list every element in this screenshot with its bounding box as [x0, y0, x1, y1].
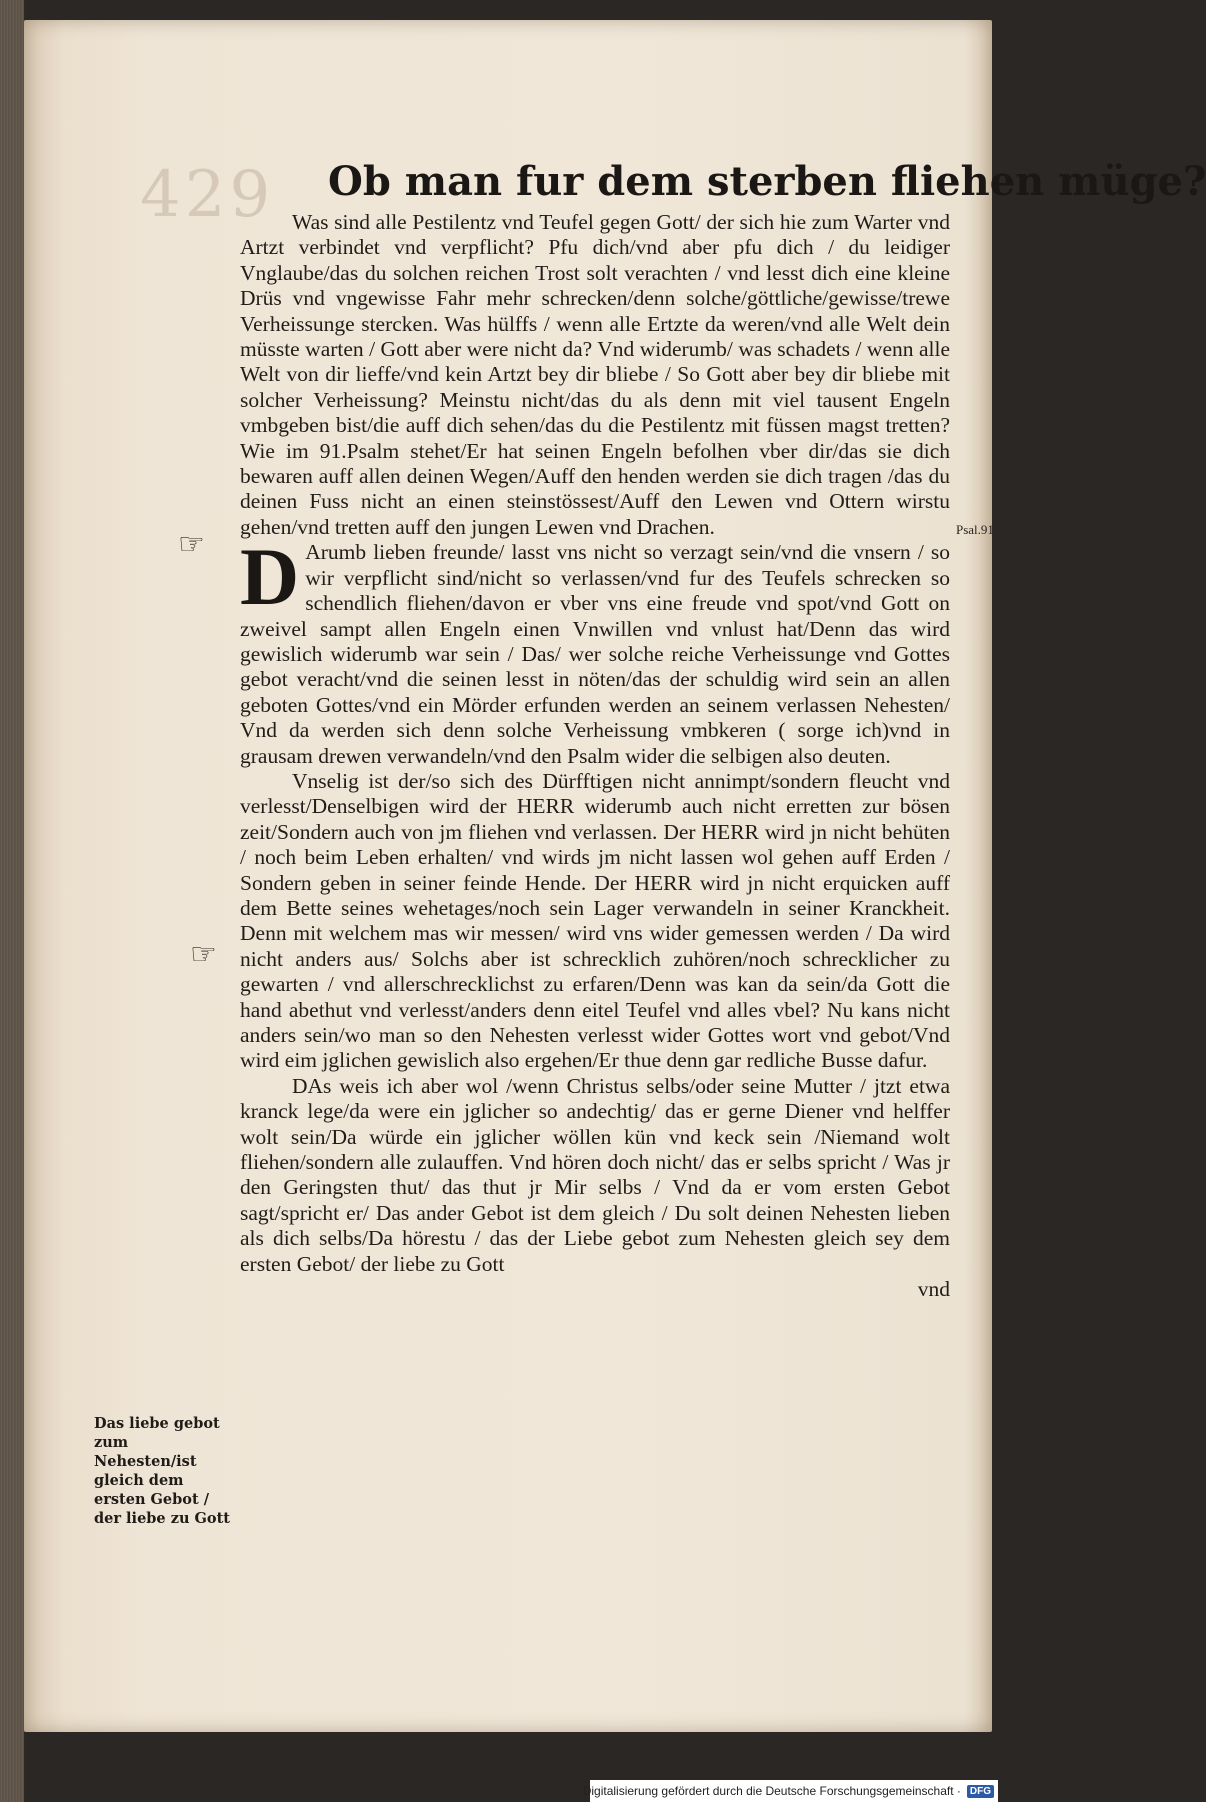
paragraph-3: Vnselig ist der/so sich des Dürfftigen nicht annimpt/sondern fleucht vnd verlesst/Denselbigen wird der HERR widerumb auch nicht erretten zur bösen zeit/Sondern auch von jm fliehen vnd verlassen. Der HERR wird jn nicht behüten / noch beim Leben erhalten/ vnd wirds jm nicht lassen wol gehen auff Erden / Sondern geben in seiner feinde Hende. Der HERR wird jn nicht erquicken auff dem Bette seines wehetages/noch sein Lager verwandeln in seiner Kranckheit. Denn mit welchem mas wir messen/ wird vns wider gemessen werden / Da wird nicht anders aus/ Solchs aber ist schrecklich zuhören/noch schrecklicher zu gewarten / vnd allerschrecklichst zu erfaren/Denn was kan da sein/da Gott die hand abethut vnd verlesst/anders denn eitel Teufel vnd alles vbel? Nu kans nicht anders sein/wo man so den Nehesten verlesst wider Gottes wort vnd gebot/Vnd wird eim jglichen gewislich also ergehen/Er thue denn gar redliche Busse dafur.: [240, 768, 950, 1073]
margin-side-note: Das liebe gebot zum Nehesten/ist gleich dem ersten Gebot / der liebe zu Gott: [94, 1415, 230, 1527]
bleed-through-page-number: 429: [140, 158, 275, 232]
page-title: Ob man fur dem sterben fliehen müge?: [328, 158, 1206, 205]
main-text-block: [240, 210, 950, 1302]
manicule-pointing-hand-icon: ☞: [178, 527, 205, 562]
footer-credit: Digitalisierung gefördert durch die Deutsche Forschungsgemeinschaft ·: [582, 1784, 961, 1798]
paragraph-1: Was sind alle Pestilentz vnd Teufel gegen Gott/ der sich hie zum Warter vnd Artzt verbindet vnd verpflicht? Pfu dich/vnd aber pfu dich / du leidiger Vnglaube/das du solchen reichen Trost solt verachten / vnd lesst dich eine kleine Drüs vnd vngewisse Fahr mehr schrecken/denn solche/göttliche/gewisse/trewe Verheissunge stercken. Was hülffs / wenn alle Ertzte da weren/vnd alle Welt dein müsste warten / Gott aber were nicht da? Vnd widerumb/ was schadets / wenn alle Welt von dir lieffe/vnd kein Artzt bey dir bliebe / So Gott aber bey dir bliebe mit solcher Verheissung? Meinstu nicht/das du als denn mit viel tausent Engeln vmbgeben bist/die auff dich sehen/das du die Pestilentz mit füssen magst tretten? Wie im 91.Psalm stehet/Er hat seinen Engeln befolhen vber dir/das sie dich bewaren auff allen deinen Wegen/Auff den henden werden sie dich tragen /das du deinen Fuss nicht an einen steinstössest/Auff den Lewen vnd Ottern wirstu gehen/vnd tretten auff den jungen Lewen vnd Drachen.: [240, 210, 950, 539]
digitization-footer: [582, 1780, 998, 1802]
catchword: vnd: [917, 1277, 950, 1302]
paragraph-2: DArumb lieben freunde/ lasst vns nicht so verzagt sein/vnd die vnsern / so wir verpflicht sind/nicht so verlassen/vnd fur des Teufels schrecken so schendlich fliehen/davon er vber vns eine freude vnd spot/vnd Gott on zweivel sampt allen Engeln einen Vnwillen vnd vnlust hat/Denn das wird gewislich widerumb war sein / Das/ wer solche reiche Verheissunge vnd Gottes gebot veracht/vnd die seinen lesst in nöten/das der schuldig wird sein an allen geboten Gottes/vnd ein Mörder erfunden werden an seinem verlassen Nehesten/ Vnd da werden sich denn solche Verheissung vmbkeren ( sorge ich)vnd in grausam drewen verwandeln/vnd den Psalm wider die selbigen also deuten.: [240, 531, 950, 768]
manicule-pointing-hand-icon: ☞: [190, 937, 217, 972]
book-fore-edge: [0, 0, 24, 1802]
paragraph-4: DAs weis ich aber wol /wenn Christus selbs/oder seine Mutter / jtzt etwa kranck lege/da were ein jglicher so andechtig/ das er gerne Diener vnd helffer wolt sein/Da würde ein jglicher wöllen kün vnd keck sein /Niemand wolt fliehen/sondern alle zulauffen. Vnd hören doch nicht/ das er selbs spricht / Was jr den Geringsten thut/ das thut jr Mir selbs / Vnd da er vom ersten Gebot sagt/spricht er/ Das ander Gebot ist dem gleich / Du solt deinen Nehesten lieben als dich selbs/Da hörestu / das der Liebe gebot zum Nehesten gleich sey dem ersten Gebot/ der liebe zu Gott: [240, 1073, 950, 1276]
dfg-logo: DFG: [967, 1785, 994, 1798]
margin-psalm-reference: Psal.91.: [956, 522, 998, 537]
